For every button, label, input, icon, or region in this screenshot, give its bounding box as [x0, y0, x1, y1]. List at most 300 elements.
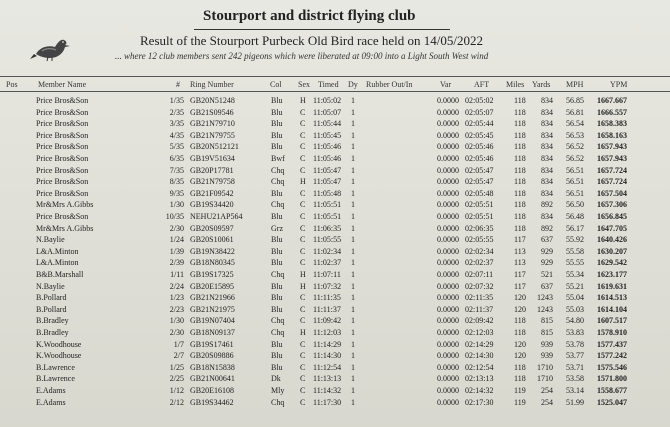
table-row	[0, 305, 670, 315]
col-hash: #	[176, 80, 180, 89]
cell-ring: GB19S17325	[190, 270, 234, 279]
cell-timed: 11:05:47	[313, 177, 342, 187]
col-col: Col	[270, 80, 282, 89]
table-row	[0, 282, 670, 292]
cell-yards: 892	[541, 200, 553, 210]
cell-ypm: 1629.542	[597, 258, 627, 268]
cell-colour: Chq	[271, 177, 285, 187]
cell-colour: Blu	[271, 246, 283, 256]
cell-var: 0.0000	[437, 235, 459, 245]
cell-day: 1	[351, 130, 355, 140]
cell-timed: 11:17:30	[313, 397, 342, 407]
cell-timed: 11:02:34	[313, 246, 342, 256]
cell-miles: 118	[514, 96, 526, 105]
cell-mph: 53.78	[566, 339, 584, 349]
cell-number: 6/35	[169, 154, 184, 163]
cell-var: 0.0000	[437, 119, 459, 129]
cell-miles: 118	[514, 177, 526, 187]
cell-ring: GB21N00641	[190, 374, 235, 384]
cell-day: 1	[351, 270, 355, 279]
cell-number: 1/25	[169, 362, 184, 372]
cell-timed: 11:05:46	[313, 154, 342, 163]
cell-miles: 113	[514, 246, 526, 256]
cell-ypm: 1657.943	[597, 142, 627, 152]
cell-number: 1/39	[169, 246, 184, 256]
cell-colour: Chq	[271, 200, 285, 210]
cell-colour: Dk	[271, 374, 281, 384]
cell-yards: 1710	[537, 362, 553, 372]
cell-number: 1/12	[169, 386, 184, 395]
cell-timed: 11:11:35	[313, 293, 341, 303]
cell-ypm: 1614.513	[597, 293, 627, 303]
cell-mph: 56.54	[566, 119, 584, 129]
cell-mph: 56.52	[566, 142, 584, 152]
cell-ypm: 1658.163	[597, 130, 627, 140]
cell-mph: 56.52	[566, 154, 584, 163]
cell-aft: 02:12:03	[465, 328, 494, 337]
cell-mph: 55.04	[566, 293, 584, 303]
cell-mph: 56.17	[566, 223, 584, 233]
table-row	[0, 177, 670, 187]
race-summary: ... where 12 club members sent 242 pigeons which were liberated at 09:00 into a Light South West wind	[115, 51, 489, 61]
cell-colour: Blu	[271, 235, 283, 245]
cell-colour: Grz	[271, 223, 283, 233]
cell-ypm: 1577.242	[597, 351, 627, 361]
cell-mph: 56.81	[566, 107, 584, 117]
cell-sex: C	[300, 212, 306, 221]
cell-member: Mr&Mrs A.Gibbs	[36, 223, 94, 233]
cell-var: 0.0000	[437, 223, 459, 233]
cell-day: 1	[351, 374, 355, 384]
cell-miles: 118	[514, 316, 526, 326]
cell-timed: 11:14:30	[313, 351, 342, 361]
cell-colour: Blu	[271, 293, 283, 303]
title-underline	[194, 29, 450, 30]
table-row	[0, 235, 670, 245]
cell-yards: 254	[541, 397, 553, 407]
table-row	[0, 154, 670, 164]
cell-miles: 119	[514, 386, 526, 395]
cell-var: 0.0000	[437, 374, 459, 384]
cell-sex: C	[300, 165, 306, 175]
cell-member: Price Bros&Son	[36, 188, 89, 198]
cell-member: N.Baylie	[36, 235, 65, 245]
cell-ring: GB21N79710	[190, 119, 235, 129]
cell-aft: 02:05:55	[465, 235, 494, 245]
cell-var: 0.0000	[437, 188, 459, 198]
cell-miles: 118	[514, 142, 526, 152]
cell-ring: NEHU21AP564	[190, 212, 243, 221]
table-row	[0, 270, 670, 280]
cell-day: 1	[351, 386, 355, 395]
cell-miles: 118	[514, 188, 526, 198]
cell-sex: C	[300, 188, 306, 198]
cell-miles: 120	[514, 339, 526, 349]
cell-miles: 118	[514, 154, 526, 163]
cell-mph: 55.58	[566, 246, 584, 256]
cell-sex: C	[300, 130, 306, 140]
cell-day: 1	[351, 339, 355, 349]
table-row	[0, 142, 670, 152]
cell-yards: 815	[541, 328, 553, 337]
cell-miles: 118	[514, 374, 526, 384]
cell-mph: 55.92	[566, 235, 584, 245]
table-row	[0, 96, 670, 106]
cell-mph: 55.55	[566, 258, 584, 268]
cell-number: 8/35	[169, 177, 184, 187]
cell-day: 1	[351, 235, 355, 245]
cell-miles: 118	[514, 223, 526, 233]
cell-var: 0.0000	[437, 351, 459, 361]
cell-day: 1	[351, 246, 355, 256]
cell-aft: 02:11:35	[465, 293, 494, 303]
cell-yards: 939	[541, 351, 553, 361]
cell-colour: Blu	[271, 351, 283, 361]
cell-aft: 02:05:48	[465, 188, 494, 198]
table-row	[0, 224, 670, 234]
cell-aft: 02:14:30	[465, 351, 494, 361]
cell-number: 2/7	[173, 351, 184, 361]
cell-miles: 118	[514, 130, 526, 140]
cell-sex: H	[300, 281, 306, 291]
cell-colour: Blu	[271, 339, 283, 349]
cell-colour: Bwf	[271, 154, 285, 163]
cell-colour: Chq	[271, 316, 285, 326]
cell-colour: Chq	[271, 270, 285, 279]
cell-var: 0.0000	[437, 258, 459, 268]
cell-day: 1	[351, 281, 355, 291]
cell-mph: 53.83	[566, 328, 584, 337]
cell-member: B.Lawrence	[36, 362, 75, 372]
cell-ring: GB21S09546	[190, 107, 234, 117]
cell-number: 2/24	[169, 281, 184, 291]
cell-timed: 11:06:35	[313, 223, 342, 233]
cell-miles: 118	[514, 200, 526, 210]
cell-timed: 11:05:45	[313, 130, 342, 140]
cell-number: 2/30	[169, 223, 184, 233]
cell-number: 1/24	[169, 235, 184, 245]
cell-var: 0.0000	[437, 397, 459, 407]
cell-ring: GB21N21966	[190, 293, 235, 303]
cell-number: 10/35	[165, 212, 184, 221]
cell-yards: 834	[541, 130, 553, 140]
cell-member: K.Woodhouse	[36, 339, 82, 349]
cell-sex: C	[300, 119, 306, 129]
cell-var: 0.0000	[437, 177, 459, 187]
cell-sex: C	[300, 362, 306, 372]
cell-miles: 113	[514, 258, 526, 268]
cell-member: B.Bradley	[36, 328, 69, 337]
cell-day: 1	[351, 96, 355, 105]
cell-var: 0.0000	[437, 130, 459, 140]
col-dy: Dy	[348, 80, 358, 89]
cell-day: 1	[351, 188, 355, 198]
cell-aft: 02:11:37	[465, 304, 494, 314]
cell-colour: Blu	[271, 107, 283, 117]
cell-ypm: 1667.667	[597, 96, 627, 105]
cell-ypm: 1614.104	[597, 304, 627, 314]
cell-ring: GB20P17781	[190, 165, 234, 175]
cell-ypm: 1619.631	[597, 281, 627, 291]
cell-timed: 11:14:29	[313, 339, 342, 349]
cell-colour: Blu	[271, 96, 283, 105]
header-bottom-rule	[0, 91, 670, 92]
cell-sex: C	[300, 142, 306, 152]
cell-ring: GB20N51248	[190, 96, 235, 105]
cell-number: 9/35	[169, 188, 184, 198]
cell-sex: C	[300, 386, 306, 395]
cell-member: K.Woodhouse	[36, 351, 82, 361]
cell-day: 1	[351, 351, 355, 361]
table-row	[0, 293, 670, 303]
cell-ring: GB20S10061	[190, 235, 234, 245]
col-pos: Pos	[6, 80, 18, 89]
cell-sex: C	[300, 200, 306, 210]
cell-member: Price Bros&Son	[36, 119, 89, 129]
cell-yards: 834	[541, 165, 553, 175]
cell-aft: 02:05:46	[465, 142, 494, 152]
cell-var: 0.0000	[437, 165, 459, 175]
cell-aft: 02:05:47	[465, 165, 494, 175]
col-ring: Ring Number	[190, 80, 234, 89]
cell-number: 1/30	[169, 316, 184, 326]
cell-var: 0.0000	[437, 246, 459, 256]
cell-yards: 254	[541, 386, 553, 395]
cell-ypm: 1571.800	[597, 374, 627, 384]
cell-number: 2/25	[169, 374, 184, 384]
table-row	[0, 398, 670, 408]
cell-miles: 120	[514, 351, 526, 361]
cell-day: 1	[351, 142, 355, 152]
cell-yards: 834	[541, 107, 553, 117]
cell-member: L&A.Minton	[36, 246, 79, 256]
cell-timed: 11:12:54	[313, 362, 342, 372]
cell-aft: 02:05:51	[465, 200, 494, 210]
cell-number: 5/35	[169, 142, 184, 152]
cell-number: 1/30	[169, 200, 184, 210]
col-timed: Timed	[318, 80, 339, 89]
cell-miles: 120	[514, 304, 526, 314]
cell-ring: GB18N09137	[190, 328, 235, 337]
cell-miles: 120	[514, 293, 526, 303]
cell-timed: 11:09:42	[313, 316, 342, 326]
cell-member: B&B.Marshall	[36, 270, 84, 279]
cell-var: 0.0000	[437, 362, 459, 372]
cell-yards: 1243	[537, 293, 553, 303]
cell-member: L&A.Minton	[36, 258, 79, 268]
pigeon-icon	[28, 32, 72, 64]
cell-var: 0.0000	[437, 154, 459, 163]
cell-ring: GB21N79755	[190, 130, 235, 140]
table-row	[0, 131, 670, 141]
cell-colour: Blu	[271, 142, 283, 152]
cell-day: 1	[351, 304, 355, 314]
cell-yards: 834	[541, 154, 553, 163]
col-ypm: YPM	[610, 80, 628, 89]
cell-miles: 118	[514, 328, 526, 337]
cell-miles: 117	[514, 270, 526, 279]
cell-mph: 54.80	[566, 316, 584, 326]
cell-colour: Chq	[271, 165, 285, 175]
cell-sex: C	[300, 351, 306, 361]
cell-colour: Blu	[271, 362, 283, 372]
cell-day: 1	[351, 212, 355, 221]
cell-miles: 117	[514, 281, 526, 291]
cell-member: N.Baylie	[36, 281, 65, 291]
cell-miles: 118	[514, 119, 526, 129]
cell-timed: 11:05:07	[313, 107, 342, 117]
cell-member: Price Bros&Son	[36, 130, 89, 140]
table-row	[0, 166, 670, 176]
cell-ring: GB19S34462	[190, 397, 234, 407]
cell-colour: Blu	[271, 281, 283, 291]
cell-mph: 56.51	[566, 188, 584, 198]
cell-sex: C	[300, 154, 306, 163]
cell-timed: 11:14:32	[313, 386, 342, 395]
cell-var: 0.0000	[437, 386, 459, 395]
cell-ring: GB21N21975	[190, 304, 235, 314]
cell-colour: Blu	[271, 130, 283, 140]
cell-var: 0.0000	[437, 281, 459, 291]
cell-member: B.Lawrence	[36, 374, 75, 384]
table-row	[0, 340, 670, 350]
table-row	[0, 258, 670, 268]
cell-ypm: 1607.517	[597, 316, 627, 326]
cell-ring: GB19N38422	[190, 246, 235, 256]
cell-mph: 55.21	[566, 281, 584, 291]
cell-aft: 02:14:32	[465, 386, 494, 395]
cell-timed: 11:12:03	[313, 328, 342, 337]
col-var: Var	[440, 80, 452, 89]
cell-mph: 51.99	[566, 397, 584, 407]
cell-aft: 02:05:45	[465, 130, 494, 140]
cell-var: 0.0000	[437, 212, 459, 221]
cell-colour: Blu	[271, 188, 283, 198]
cell-var: 0.0000	[437, 328, 459, 337]
cell-ypm: 1657.724	[597, 177, 627, 187]
cell-yards: 1243	[537, 304, 553, 314]
cell-mph: 56.53	[566, 130, 584, 140]
cell-sex: C	[300, 293, 306, 303]
cell-mph: 56.51	[566, 165, 584, 175]
cell-var: 0.0000	[437, 270, 459, 279]
cell-ring: GB20S09886	[190, 351, 234, 361]
cell-yards: 834	[541, 96, 553, 105]
cell-ring: GB20N512121	[190, 142, 239, 152]
cell-ypm: 1525.047	[597, 397, 627, 407]
cell-member: B.Pollard	[36, 293, 67, 303]
table-row	[0, 363, 670, 373]
cell-day: 1	[351, 200, 355, 210]
cell-member: Price Bros&Son	[36, 107, 89, 117]
cell-sex: H	[300, 270, 306, 279]
cell-miles: 118	[514, 362, 526, 372]
cell-var: 0.0000	[437, 293, 459, 303]
cell-ring: GB19N07404	[190, 316, 235, 326]
cell-day: 1	[351, 177, 355, 187]
cell-sex: C	[300, 258, 306, 268]
cell-ypm: 1666.557	[597, 107, 627, 117]
cell-sex: C	[300, 304, 306, 314]
cell-member: Price Bros&Son	[36, 142, 89, 152]
cell-aft: 02:05:51	[465, 212, 494, 221]
cell-miles: 118	[514, 212, 526, 221]
cell-ring: GB18N15838	[190, 362, 235, 372]
cell-number: 1/7	[173, 339, 184, 349]
cell-mph: 56.48	[566, 212, 584, 221]
cell-sex: C	[300, 235, 306, 245]
cell-var: 0.0000	[437, 316, 459, 326]
col-yards: Yards	[532, 80, 551, 89]
cell-day: 1	[351, 165, 355, 175]
cell-member: Price Bros&Son	[36, 177, 89, 187]
cell-ypm: 1656.845	[597, 212, 627, 221]
cell-day: 1	[351, 119, 355, 129]
cell-number: 1/23	[169, 293, 184, 303]
col-aft: AFT	[474, 80, 490, 89]
cell-mph: 56.50	[566, 200, 584, 210]
cell-yards: 637	[541, 235, 553, 245]
cell-colour: Blu	[271, 212, 283, 221]
col-rubber: Rubber Out/In	[366, 80, 413, 89]
cell-member: Price Bros&Son	[36, 96, 89, 105]
table-row	[0, 247, 670, 257]
cell-aft: 02:07:11	[465, 270, 494, 279]
cell-sex: H	[300, 328, 306, 337]
cell-yards: 834	[541, 119, 553, 129]
col-mph: MPH	[566, 80, 584, 89]
cell-colour: Mly	[271, 386, 285, 395]
cell-timed: 11:11:37	[313, 304, 341, 314]
col-member: Member Name	[38, 80, 87, 89]
cell-number: 7/35	[169, 165, 184, 175]
cell-ypm: 1657.724	[597, 165, 627, 175]
cell-number: 2/12	[169, 397, 184, 407]
table-row	[0, 328, 670, 338]
cell-sex: C	[300, 107, 306, 117]
cell-yards: 815	[541, 316, 553, 326]
cell-aft: 02:05:46	[465, 154, 494, 163]
cell-sex: H	[300, 96, 306, 105]
table-row	[0, 386, 670, 396]
cell-sex: H	[300, 177, 306, 187]
race-result-heading: Result of the Stourport Purbeck Old Bird race held on 14/05/2022	[140, 33, 484, 48]
cell-timed: 11:13:13	[313, 374, 342, 384]
cell-aft: 02:05:07	[465, 107, 494, 117]
table-row	[0, 374, 670, 384]
header-top-rule	[0, 76, 670, 77]
cell-yards: 637	[541, 281, 553, 291]
table-row	[0, 351, 670, 361]
cell-colour: Chq	[271, 328, 285, 337]
cell-member: B.Bradley	[36, 316, 69, 326]
cell-timed: 11:02:37	[313, 258, 342, 268]
cell-timed: 11:05:46	[313, 142, 342, 152]
cell-miles: 118	[514, 165, 526, 175]
cell-number: 2/30	[169, 328, 184, 337]
cell-ypm: 1657.943	[597, 154, 627, 163]
cell-member: Mr&Mrs A.Gibbs	[36, 200, 94, 210]
cell-timed: 11:07:11	[313, 270, 341, 279]
table-row	[0, 119, 670, 129]
cell-aft: 02:14:29	[465, 339, 494, 349]
cell-miles: 117	[514, 235, 526, 245]
cell-ypm: 1658.383	[597, 119, 627, 129]
cell-yards: 834	[541, 188, 553, 198]
cell-member: Price Bros&Son	[36, 212, 89, 221]
cell-sex: C	[300, 374, 306, 384]
cell-day: 1	[351, 107, 355, 117]
